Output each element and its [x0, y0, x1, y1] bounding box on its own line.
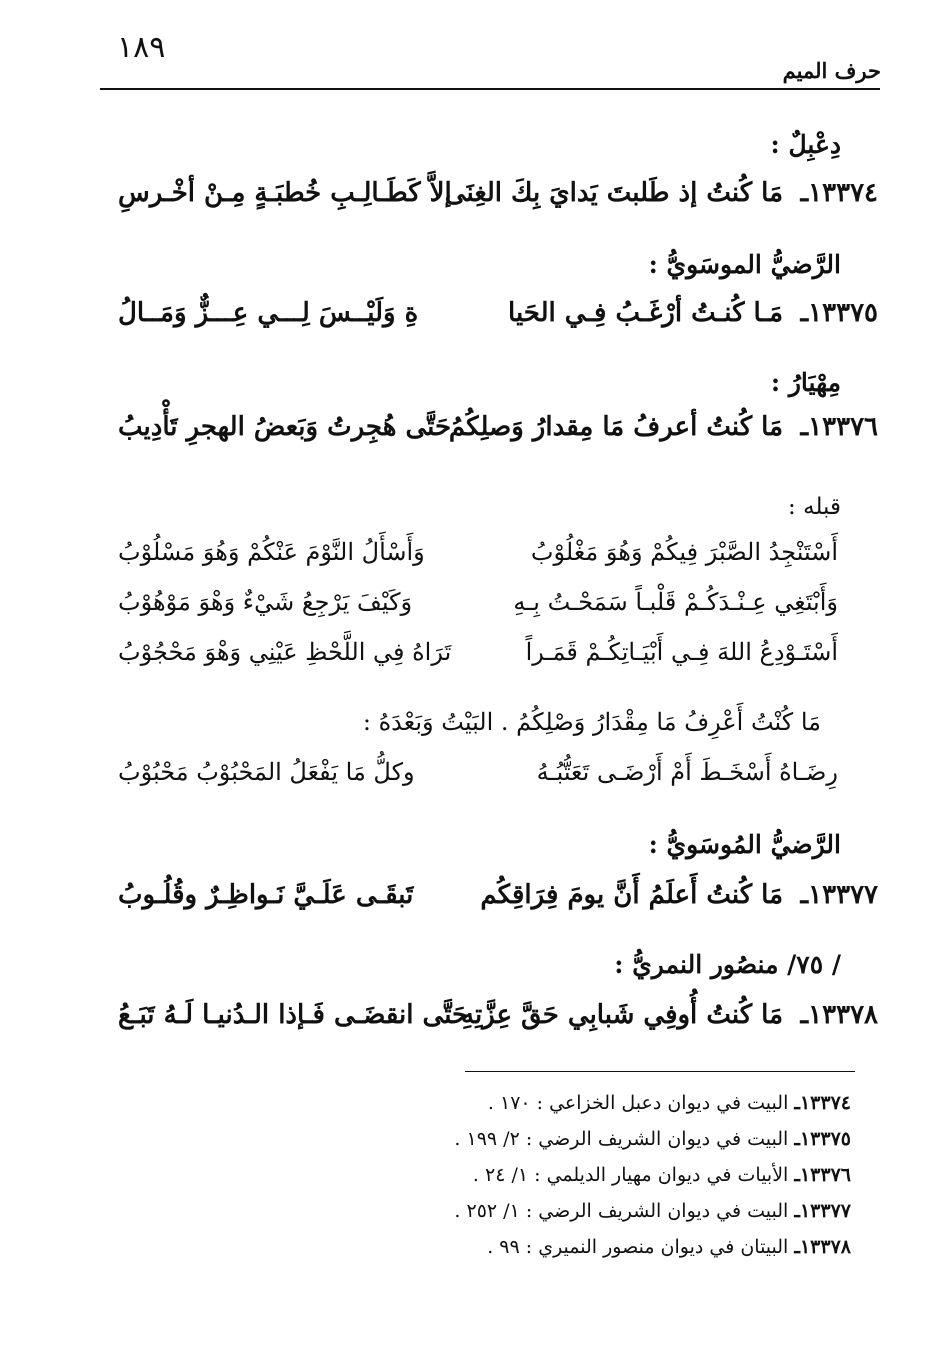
- first-hemistich: مَا كُنتُ إذ طَلبتَ يَدايَ بِكَ الغِنَى: [444, 178, 783, 208]
- first-hemistich: رِضَـاهُ أَسْخَـطَ أَمْ أَرْضَـى تَعَتُّبُـهُ: [536, 758, 838, 786]
- poet-name: مِهْيَارُ :: [770, 368, 841, 397]
- verse-line: [118, 178, 878, 222]
- footnote-number: ١٣٣٧٤ـ: [794, 1092, 851, 1114]
- verse-line: [118, 298, 878, 342]
- footnote-text: البيت في ديوان الشريف الرضي : ٢/ ١٩٩ .: [454, 1128, 789, 1150]
- verse-line: [118, 538, 878, 582]
- footnote-rule: [465, 1071, 855, 1072]
- verse-number: ١٣٣٧٦ـ: [800, 412, 878, 442]
- footnote-text: الأبيات في ديوان مهيار الديلمي : ١/ ٢٤ .: [472, 1164, 789, 1186]
- second-hemistich: تَبقَـى عَلَـيَّ نَـواظِـرٌ وقُلُـوبُ: [118, 880, 414, 910]
- footnote: [487, 1236, 851, 1258]
- second-hemistich: وَكَيْفَ يَرْجِعُ شَيْءٌ وَهْوَ مَوْهُوْبُ: [118, 588, 413, 616]
- second-hemistich: تَرَاهُ فِي اللَّحْظِ عَيْنِي وَهْوَ مَحْجُوْبُ: [118, 638, 452, 666]
- footnote: [454, 1200, 851, 1222]
- poet-name: دِعْبِلٌ :: [770, 130, 841, 159]
- first-hemistich: أَسْتَـوْدِعُ اللهَ فِـي أَبْيَـاتِكُـمْ قَمَـراً: [525, 638, 838, 666]
- footnote: [454, 1128, 851, 1150]
- footnote: [473, 1164, 851, 1186]
- first-hemistich: أَسْتَنْجِدُ الصَّبْرَ فِيكُمْ وَهُوَ مَغْلُوْبُ: [530, 538, 838, 566]
- verse-line: [118, 880, 878, 924]
- verse-line: [118, 412, 878, 456]
- verse-number: ١٣٣٧٤ـ: [800, 178, 878, 208]
- verse-number: ١٣٣٧٥ـ: [800, 298, 878, 328]
- first-hemistich: مَا كُنتُ أعرفُ مَا مِقدارُ وَصلِكُمُ: [448, 412, 783, 442]
- poet-name: / ٧٥/ منصُور النمريُّ :: [614, 950, 841, 979]
- footnote: [488, 1092, 851, 1114]
- verse-line: [118, 1000, 878, 1044]
- first-hemistich: وَأَبْتَغِي عِـنْـدَكُـمْ قَلْبـاً سَمَحْـتُ بِـهِ: [513, 588, 838, 616]
- poet-name: الرَّضيُّ المُوسَويُّ :: [648, 830, 841, 859]
- second-hemistich: إلاَّ كَطَـالِـبِ خُطبَـةٍ مِـنْ أخْـرسِ: [118, 178, 452, 208]
- second-hemistich: وكلُّ مَا يَفْعَلُ المَحْبُوْبُ مَحْبُوْبُ: [118, 758, 415, 786]
- verse-number: ١٣٣٧٨ـ: [800, 1000, 878, 1030]
- footnote-text: البيت في ديوان الشريف الرضي : ١/ ٢٥٢ .: [454, 1200, 789, 1222]
- bridge-text: مَا كُنْتُ أَعْرِفُ مَا مِقْدَارُ وَصْلِكُمُ . البَيْتُ وَبَعْدَهُ :: [362, 708, 821, 736]
- verse-number: ١٣٣٧٧ـ: [800, 880, 878, 910]
- footnote-number: ١٣٣٧٦ـ: [794, 1164, 851, 1186]
- second-hemistich: حَتَّى انقضَـى فَـإذا الـدُنيـا لَـهُ تَبَـعُ: [118, 1000, 469, 1030]
- second-hemistich: حَتَّى هُجِرتُ وَبَعضُ الهجرِ تَأْدِيبُ: [118, 412, 452, 442]
- poet-name: الرَّضيُّ الموسَويُّ :: [648, 250, 841, 279]
- header-rule: [100, 88, 880, 90]
- running-head: حرف الميم: [782, 58, 881, 83]
- footnote-number: ١٣٣٧٥ـ: [794, 1128, 851, 1150]
- footnote-text: البيتان في ديوان منصور النميري : ٩٩ .: [487, 1236, 789, 1258]
- footnote-text: البيت في ديوان دعبل الخزاعي : ١٧٠ .: [487, 1092, 789, 1114]
- first-hemistich: مَا كُنتُ أَعلَمُ أَنَّ يومَ فِرَاقِكُم: [480, 880, 783, 910]
- first-hemistich: مَا كُنتُ أُوفِي شَبابِي حَقَّ عِزَّتِهِ: [461, 1000, 783, 1030]
- second-hemistich: وَأَسْأَلُ النَّوْمَ عَنْكُمْ وَهُوَ مَسْلُوْبُ: [118, 538, 425, 566]
- second-hemistich: ةِ وَلَيْــسَ لِـــي عِـــزٌّ وَمَــالُ: [118, 298, 419, 328]
- qablahu-label: قبله :: [788, 494, 841, 520]
- verse-line: [118, 588, 878, 632]
- verse-line: [118, 758, 878, 802]
- first-hemistich: مَـا كُنـتُ أرْغَـبُ فِـي الحَيا: [508, 298, 783, 328]
- footnote-number: ١٣٣٧٨ـ: [794, 1236, 851, 1258]
- footnote-number: ١٣٣٧٧ـ: [794, 1200, 851, 1222]
- page-number: ١٨٩: [117, 30, 166, 65]
- verse-line: [118, 638, 878, 682]
